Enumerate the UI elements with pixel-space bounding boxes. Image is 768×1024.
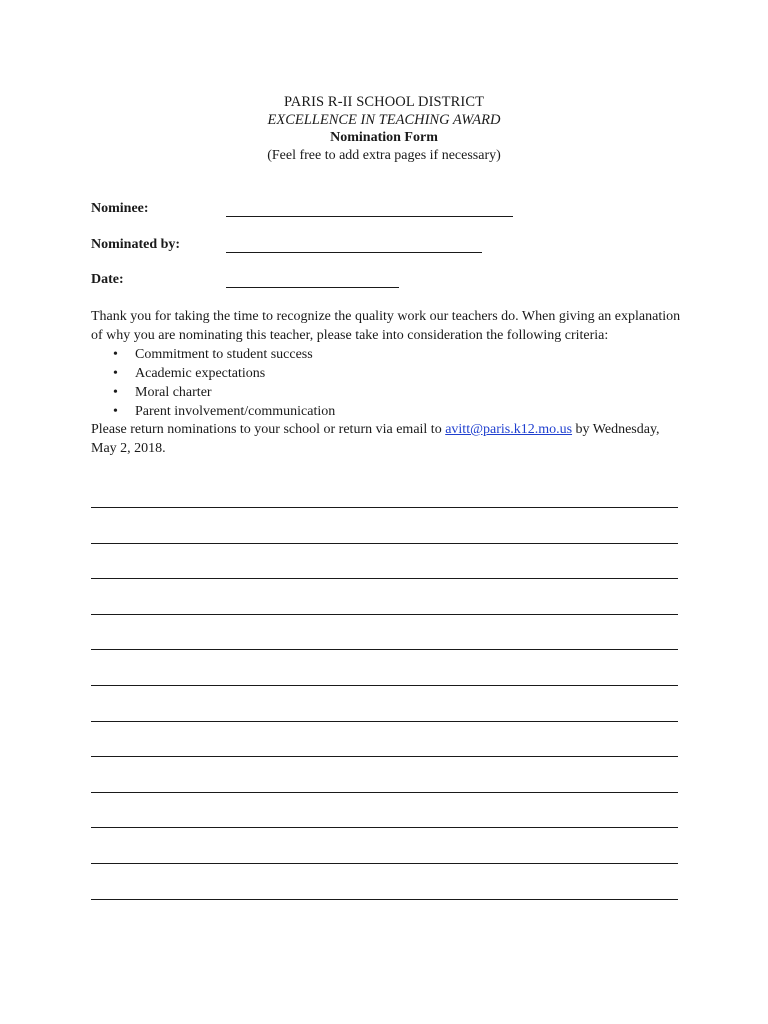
explanation-line[interactable] bbox=[91, 649, 678, 650]
bullet-icon: • bbox=[113, 385, 118, 400]
explanation-line[interactable] bbox=[91, 614, 678, 615]
nominee-blank-line[interactable] bbox=[226, 216, 513, 217]
bullet-icon: • bbox=[113, 366, 118, 381]
nominated-by-blank-line[interactable] bbox=[226, 252, 482, 253]
nominee-label: Nominee: bbox=[91, 201, 149, 216]
instructions-block bbox=[91, 308, 681, 458]
explanation-line[interactable] bbox=[91, 899, 678, 900]
criteria-list bbox=[91, 345, 681, 421]
list-item bbox=[91, 383, 681, 402]
explanation-line[interactable] bbox=[91, 721, 678, 722]
criteria-text: Moral charter bbox=[135, 385, 212, 400]
explanation-line[interactable] bbox=[91, 863, 678, 864]
list-item bbox=[91, 364, 681, 383]
date-blank-line[interactable] bbox=[226, 287, 399, 288]
extra-pages-note: (Feel free to add extra pages if necessary) bbox=[267, 148, 501, 163]
email-link[interactable]: avitt@paris.k12.mo.us bbox=[445, 422, 573, 437]
return-prefix: Please return nominations to your school or return via email to bbox=[91, 422, 446, 437]
bullet-icon: • bbox=[113, 347, 118, 362]
nominated-by-label: Nominated by: bbox=[91, 237, 181, 252]
award-title: EXCELLENCE IN TEACHING AWARD bbox=[267, 112, 501, 128]
bullet-icon: • bbox=[113, 404, 118, 419]
form-header bbox=[0, 93, 768, 165]
instructions-intro: Thank you for taking the time to recognize the quality work our teachers do. When giving an explanation of why you are nominating this teacher, please take into consideration the following criteria: bbox=[91, 309, 681, 343]
explanation-line[interactable] bbox=[91, 543, 678, 544]
criteria-text: Commitment to student success bbox=[135, 347, 313, 362]
return-suffix: by Wednesday, May 2, 2018. bbox=[91, 422, 660, 456]
explanation-line[interactable] bbox=[91, 507, 678, 508]
explanation-line[interactable] bbox=[91, 685, 678, 686]
date-label: Date: bbox=[91, 272, 124, 287]
explanation-line[interactable] bbox=[91, 827, 678, 828]
criteria-text: Academic expectations bbox=[135, 366, 266, 381]
explanation-line[interactable] bbox=[91, 578, 678, 579]
form-title: Nomination Form bbox=[330, 130, 438, 145]
list-item bbox=[91, 345, 681, 364]
criteria-text: Parent involvement/communication bbox=[135, 404, 336, 419]
explanation-line[interactable] bbox=[91, 756, 678, 757]
return-instructions bbox=[91, 421, 681, 458]
explanation-line[interactable] bbox=[91, 792, 678, 793]
district-name: PARIS R-II SCHOOL DISTRICT bbox=[283, 94, 485, 110]
list-item bbox=[91, 402, 681, 421]
